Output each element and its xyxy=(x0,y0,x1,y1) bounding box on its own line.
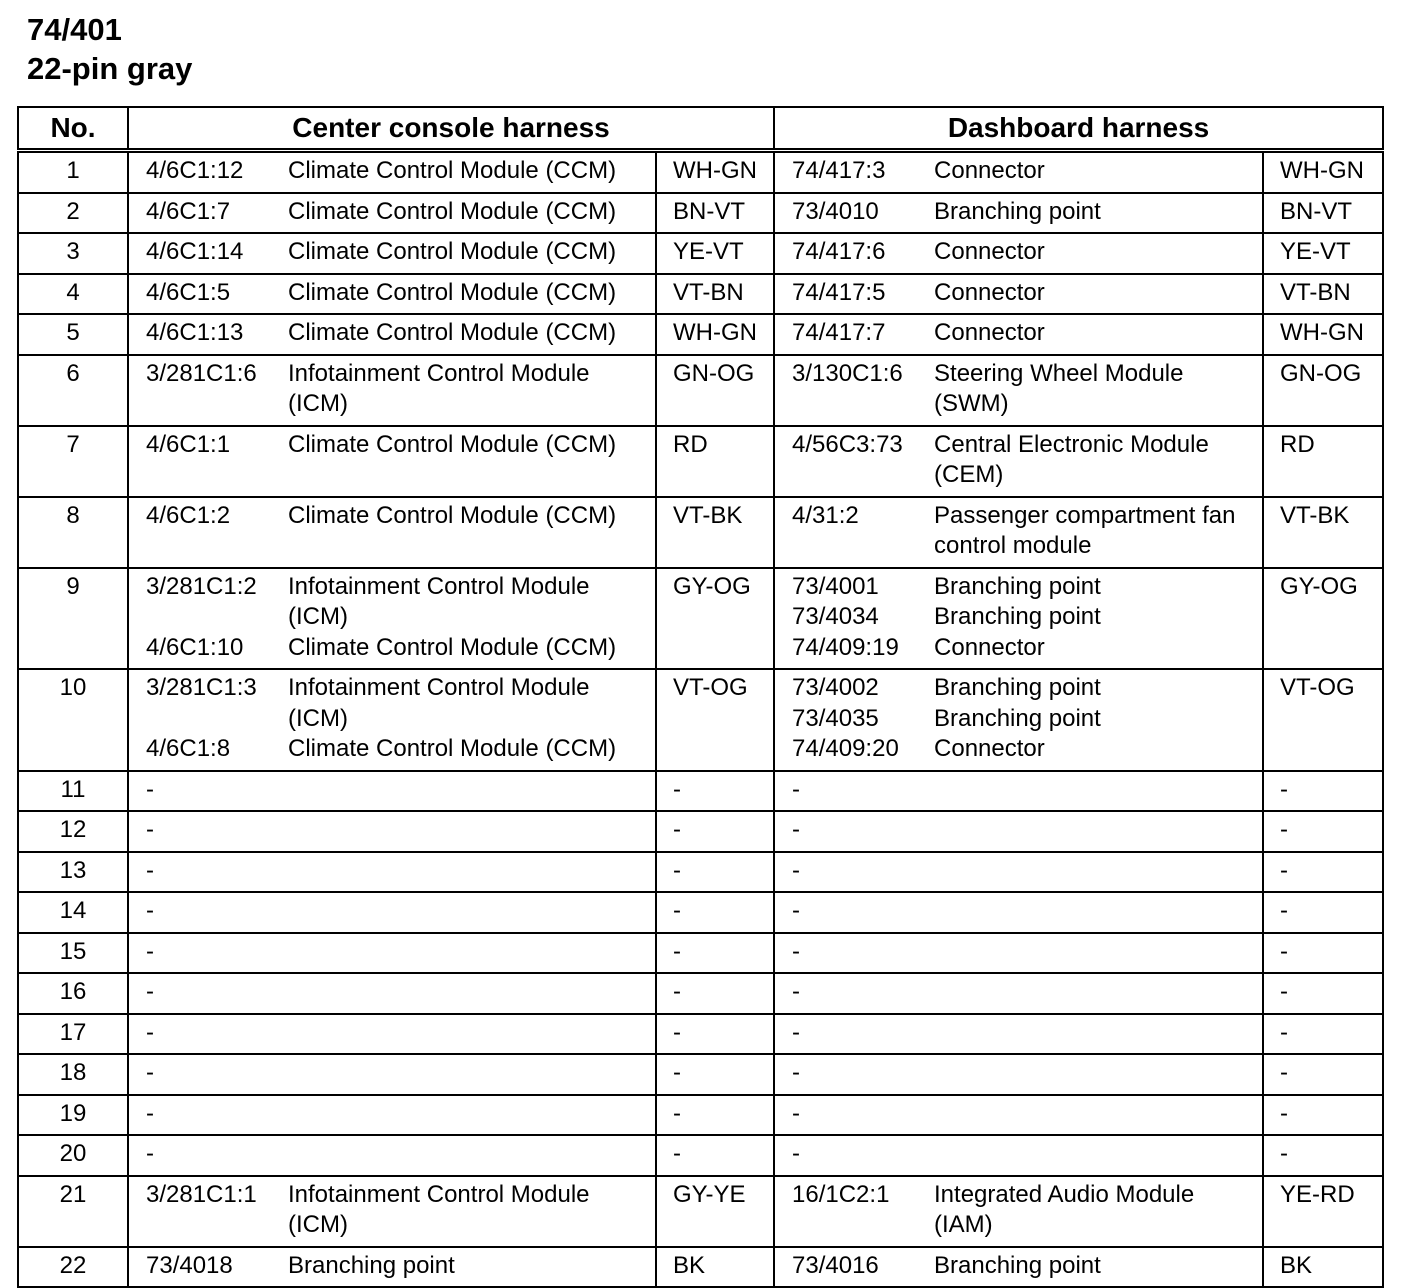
console-connection xyxy=(128,892,656,933)
console-terminal-code: - xyxy=(146,978,154,1005)
table-row xyxy=(18,233,1383,274)
dashboard-terminal-code: 3/130C1:6 xyxy=(792,359,903,387)
console-connection-line xyxy=(129,1139,655,1170)
table-row xyxy=(18,1095,1383,1136)
column-header-dashboard: Dashboard harness xyxy=(774,107,1383,151)
dashboard-connection-line xyxy=(775,673,1262,704)
console-component-name: Climate Control Module (CCM) xyxy=(288,278,617,306)
console-wire-color: VT-OG xyxy=(656,669,774,771)
console-connection-line xyxy=(129,359,655,420)
dashboard-connection-line xyxy=(775,359,1262,420)
console-terminal-code: - xyxy=(146,1059,154,1086)
pin-rows xyxy=(18,151,1383,1288)
console-terminal-code: 3/281C1:1 xyxy=(146,1180,257,1208)
dashboard-component-name xyxy=(934,815,1262,846)
dashboard-wire-color: - xyxy=(1263,1014,1383,1055)
dashboard-connection-line xyxy=(775,278,1262,309)
dashboard-connection xyxy=(774,852,1263,893)
table-row xyxy=(18,151,1383,193)
table-row xyxy=(18,1176,1383,1247)
console-connection-line xyxy=(129,633,655,664)
console-connection xyxy=(128,497,656,568)
dashboard-component-name: Branching point xyxy=(934,572,1101,600)
console-connection-line xyxy=(129,815,655,846)
dashboard-connection xyxy=(774,151,1263,193)
console-connection-line xyxy=(129,856,655,887)
console-connection-line xyxy=(129,673,655,734)
console-connection-line xyxy=(129,1180,655,1241)
console-component-name: Climate Control Module (CCM) xyxy=(288,238,617,265)
pin-number: 15 xyxy=(18,933,128,974)
connector-description: 22-pin gray xyxy=(27,51,193,86)
pin-number: 17 xyxy=(18,1014,128,1055)
dashboard-connection-line xyxy=(775,633,1262,664)
dashboard-wire-color: VT-BK xyxy=(1263,497,1383,568)
console-component-name: Climate Control Module (CCM) xyxy=(288,197,617,225)
console-connection-line xyxy=(129,1058,655,1089)
console-connection xyxy=(128,151,656,193)
dashboard-connection-line xyxy=(775,1180,1262,1241)
pin-number: 2 xyxy=(18,193,128,234)
console-component-name xyxy=(288,775,655,806)
console-component-name xyxy=(288,1058,655,1089)
dashboard-wire-color: - xyxy=(1263,771,1383,812)
console-wire-color: BN-VT xyxy=(656,193,774,234)
dashboard-terminal-code: - xyxy=(792,1099,801,1127)
dashboard-connection-line xyxy=(775,775,1262,806)
console-connection xyxy=(128,426,656,497)
table-row xyxy=(18,1014,1383,1055)
console-connection xyxy=(128,274,656,315)
console-component-name xyxy=(288,1099,655,1130)
dashboard-connection xyxy=(774,933,1263,974)
table-row xyxy=(18,811,1383,852)
dashboard-connection xyxy=(774,233,1263,274)
console-terminal-code: - xyxy=(146,1099,154,1127)
dashboard-wire-color: WH-GN xyxy=(1263,151,1383,193)
console-connection xyxy=(128,973,656,1014)
dashboard-component-name xyxy=(934,1018,1262,1049)
dashboard-wire-color: GY-OG xyxy=(1263,568,1383,670)
dashboard-terminal-code: 74/417:6 xyxy=(792,238,886,265)
dashboard-terminal-code: 74/417:3 xyxy=(792,157,886,184)
console-connection-line xyxy=(129,937,655,968)
console-connection xyxy=(128,568,656,670)
dashboard-connection-line xyxy=(775,197,1262,228)
pin-number: 7 xyxy=(18,426,128,497)
dashboard-connection-line xyxy=(775,896,1262,927)
dashboard-component-name xyxy=(934,1139,1262,1170)
console-terminal-code: 3/281C1:3 xyxy=(146,674,257,701)
dashboard-terminal-code: 73/4010 xyxy=(792,197,879,225)
dashboard-component-name: Steering Wheel Module (SWM) xyxy=(934,359,1184,417)
dashboard-component-name xyxy=(934,1058,1262,1089)
dashboard-connection xyxy=(774,973,1263,1014)
dashboard-connection xyxy=(774,1014,1263,1055)
pin-number: 3 xyxy=(18,233,128,274)
dashboard-component-name xyxy=(934,775,1262,806)
dashboard-connection-line xyxy=(775,1058,1262,1089)
dashboard-component-name xyxy=(934,977,1262,1008)
pin-number: 19 xyxy=(18,1095,128,1136)
console-component-name xyxy=(288,815,655,846)
dashboard-component-name: Branching point xyxy=(934,674,1101,701)
dashboard-wire-color: RD xyxy=(1263,426,1383,497)
console-terminal-code: 4/6C1:7 xyxy=(146,197,231,225)
table-row xyxy=(18,771,1383,812)
dashboard-terminal-code: - xyxy=(792,1018,801,1046)
dashboard-connection xyxy=(774,1135,1263,1176)
dashboard-connection xyxy=(774,669,1263,771)
dashboard-component-name: Connector xyxy=(934,157,1045,184)
console-terminal-code: 4/6C1:5 xyxy=(146,278,231,306)
dashboard-connection-line xyxy=(775,937,1262,968)
dashboard-wire-color: YE-RD xyxy=(1263,1176,1383,1247)
console-wire-color: - xyxy=(656,1135,774,1176)
connector-id: 74/401 xyxy=(27,12,122,47)
console-connection xyxy=(128,355,656,426)
table-row xyxy=(18,1054,1383,1095)
dashboard-connection xyxy=(774,314,1263,355)
pin-number: 12 xyxy=(18,811,128,852)
pin-number: 16 xyxy=(18,973,128,1014)
dashboard-connection xyxy=(774,497,1263,568)
dashboard-connection-line xyxy=(775,156,1262,187)
console-connection xyxy=(128,1095,656,1136)
console-connection xyxy=(128,1014,656,1055)
dashboard-terminal-code: 73/4001 xyxy=(792,572,879,600)
console-terminal-code: - xyxy=(146,897,154,924)
dashboard-terminal-code: 73/4002 xyxy=(792,674,879,701)
console-wire-color: - xyxy=(656,973,774,1014)
console-wire-color: - xyxy=(656,1095,774,1136)
console-terminal-code: 4/6C1:12 xyxy=(146,157,244,184)
console-wire-color: - xyxy=(656,771,774,812)
table-row xyxy=(18,193,1383,234)
table-header-row xyxy=(18,107,1383,151)
console-wire-color: - xyxy=(656,1014,774,1055)
dashboard-terminal-code: 74/417:7 xyxy=(792,319,886,346)
dashboard-wire-color: VT-BN xyxy=(1263,274,1383,315)
connector-title xyxy=(27,10,192,88)
dashboard-connection xyxy=(774,1247,1263,1288)
console-connection-line xyxy=(129,734,655,765)
dashboard-component-name: Central Electronic Module (CEM) xyxy=(934,430,1209,488)
console-connection-line xyxy=(129,1251,655,1282)
dashboard-terminal-code: - xyxy=(792,937,801,965)
dashboard-connection-line xyxy=(775,856,1262,887)
dashboard-connection-line xyxy=(775,572,1262,603)
dashboard-connection-line xyxy=(775,1139,1262,1170)
dashboard-connection xyxy=(774,426,1263,497)
console-terminal-code: 4/6C1:13 xyxy=(146,319,244,346)
dashboard-wire-color: WH-GN xyxy=(1263,314,1383,355)
pin-number: 14 xyxy=(18,892,128,933)
table-row xyxy=(18,426,1383,497)
dashboard-wire-color: BK xyxy=(1263,1247,1383,1288)
console-component-name: Infotainment Control Module (ICM) xyxy=(288,359,590,417)
dashboard-connection-line xyxy=(775,815,1262,846)
pin-number: 21 xyxy=(18,1176,128,1247)
dashboard-component-name: Branching point xyxy=(934,197,1101,225)
pin-number: 22 xyxy=(18,1247,128,1288)
console-terminal-code: - xyxy=(146,856,154,884)
console-connection-line xyxy=(129,1018,655,1049)
dashboard-terminal-code: 74/409:19 xyxy=(792,633,899,661)
console-terminal-code: - xyxy=(146,816,154,843)
dashboard-connection-line xyxy=(775,430,1262,491)
console-connection xyxy=(128,669,656,771)
console-terminal-code: - xyxy=(146,1018,154,1046)
table-row xyxy=(18,1247,1383,1288)
dashboard-connection-line xyxy=(775,1099,1262,1130)
pin-number: 13 xyxy=(18,852,128,893)
dashboard-terminal-code: 16/1C2:1 xyxy=(792,1180,890,1208)
console-terminal-code: - xyxy=(146,937,154,965)
dashboard-terminal-code: - xyxy=(792,1059,801,1086)
console-wire-color: VT-BK xyxy=(656,497,774,568)
console-wire-color: GY-YE xyxy=(656,1176,774,1247)
console-component-name: Infotainment Control Module (ICM) xyxy=(288,572,590,630)
dashboard-connection xyxy=(774,892,1263,933)
dashboard-component-name xyxy=(934,937,1262,968)
console-terminal-code: 4/6C1:14 xyxy=(146,238,244,265)
console-component-name: Branching point xyxy=(288,1251,455,1279)
table-row xyxy=(18,1135,1383,1176)
console-terminal-code: 73/4018 xyxy=(146,1251,233,1279)
dashboard-component-name: Branching point xyxy=(934,603,1101,630)
dashboard-wire-color: YE-VT xyxy=(1263,233,1383,274)
table-row xyxy=(18,497,1383,568)
pin-number: 1 xyxy=(18,151,128,193)
dashboard-component-name: Connector xyxy=(934,278,1045,306)
dashboard-connection-line xyxy=(775,1018,1262,1049)
console-connection-line xyxy=(129,775,655,806)
dashboard-terminal-code: 74/409:20 xyxy=(792,735,899,762)
dashboard-terminal-code: - xyxy=(792,897,801,924)
dashboard-connection xyxy=(774,355,1263,426)
pin-number: 18 xyxy=(18,1054,128,1095)
console-terminal-code: 4/6C1:8 xyxy=(146,735,231,762)
table-row xyxy=(18,669,1383,771)
console-connection xyxy=(128,1135,656,1176)
dashboard-wire-color: - xyxy=(1263,1054,1383,1095)
console-component-name xyxy=(288,896,655,927)
column-header-no: No. xyxy=(18,107,128,151)
dashboard-wire-color: - xyxy=(1263,852,1383,893)
dashboard-terminal-code: 73/4035 xyxy=(792,704,879,732)
console-component-name xyxy=(288,1139,655,1170)
dashboard-component-name xyxy=(934,1099,1262,1130)
console-wire-color: - xyxy=(656,811,774,852)
table-row xyxy=(18,568,1383,670)
console-wire-color: BK xyxy=(656,1247,774,1288)
dashboard-wire-color: GN-OG xyxy=(1263,355,1383,426)
console-connection xyxy=(128,933,656,974)
console-component-name: Climate Control Module (CCM) xyxy=(288,633,617,661)
dashboard-connection-line xyxy=(775,1251,1262,1282)
dashboard-terminal-code: 74/417:5 xyxy=(792,278,886,306)
console-connection xyxy=(128,1176,656,1247)
dashboard-connection xyxy=(774,568,1263,670)
dashboard-connection-line xyxy=(775,602,1262,633)
dashboard-connection xyxy=(774,811,1263,852)
dashboard-component-name xyxy=(934,856,1262,887)
table-row xyxy=(18,355,1383,426)
console-connection xyxy=(128,193,656,234)
dashboard-component-name: Passenger compartment fan control module xyxy=(934,501,1236,559)
dashboard-connection xyxy=(774,274,1263,315)
pin-number: 4 xyxy=(18,274,128,315)
dashboard-connection xyxy=(774,1095,1263,1136)
console-terminal-code: - xyxy=(146,1140,154,1167)
dashboard-connection-line xyxy=(775,704,1262,735)
console-connection xyxy=(128,811,656,852)
console-wire-color: - xyxy=(656,1054,774,1095)
console-connection-line xyxy=(129,318,655,349)
console-component-name: Infotainment Control Module (ICM) xyxy=(288,674,590,732)
console-component-name: Infotainment Control Module (ICM) xyxy=(288,1180,590,1238)
dashboard-terminal-code: - xyxy=(792,775,801,803)
dashboard-terminal-code: 4/56C3:73 xyxy=(792,430,903,458)
dashboard-wire-color: - xyxy=(1263,811,1383,852)
console-component-name: Climate Control Module (CCM) xyxy=(288,157,617,184)
console-wire-color: GY-OG xyxy=(656,568,774,670)
console-wire-color: WH-GN xyxy=(656,314,774,355)
dashboard-wire-color: BN-VT xyxy=(1263,193,1383,234)
dashboard-connection-line xyxy=(775,734,1262,765)
dashboard-terminal-code: - xyxy=(792,1140,801,1167)
console-connection xyxy=(128,1247,656,1288)
console-component-name: Climate Control Module (CCM) xyxy=(288,501,617,529)
dashboard-wire-color: - xyxy=(1263,1135,1383,1176)
table-row xyxy=(18,852,1383,893)
console-terminal-code: 4/6C1:1 xyxy=(146,430,231,458)
pin-number: 5 xyxy=(18,314,128,355)
table-row xyxy=(18,892,1383,933)
dashboard-connection xyxy=(774,1054,1263,1095)
console-wire-color: WH-GN xyxy=(656,151,774,193)
console-connection-line xyxy=(129,977,655,1008)
column-header-console: Center console harness xyxy=(128,107,774,151)
table-row xyxy=(18,314,1383,355)
console-component-name: Climate Control Module (CCM) xyxy=(288,430,617,458)
console-connection-line xyxy=(129,896,655,927)
console-connection-line xyxy=(129,430,655,461)
console-wire-color: GN-OG xyxy=(656,355,774,426)
console-terminal-code: 3/281C1:6 xyxy=(146,359,257,387)
dashboard-wire-color: - xyxy=(1263,933,1383,974)
dashboard-connection xyxy=(774,771,1263,812)
console-connection xyxy=(128,852,656,893)
dashboard-connection xyxy=(774,193,1263,234)
dashboard-terminal-code: 4/31:2 xyxy=(792,501,859,529)
dashboard-component-name: Branching point xyxy=(934,1251,1101,1279)
table-row xyxy=(18,933,1383,974)
pinout-table xyxy=(17,106,1384,1288)
console-component-name xyxy=(288,937,655,968)
console-terminal-code: 3/281C1:2 xyxy=(146,572,257,600)
console-connection-line xyxy=(129,278,655,309)
dashboard-component-name: Connector xyxy=(934,319,1045,346)
dashboard-component-name: Branching point xyxy=(934,704,1101,732)
dashboard-connection-line xyxy=(775,501,1262,562)
console-connection-line xyxy=(129,237,655,268)
console-connection-line xyxy=(129,1099,655,1130)
dashboard-component-name: Connector xyxy=(934,735,1045,762)
console-connection-line xyxy=(129,572,655,633)
pin-number: 11 xyxy=(18,771,128,812)
console-component-name: Climate Control Module (CCM) xyxy=(288,319,617,346)
console-component-name: Climate Control Module (CCM) xyxy=(288,735,617,762)
console-connection-line xyxy=(129,156,655,187)
dashboard-connection-line xyxy=(775,977,1262,1008)
dashboard-connection xyxy=(774,1176,1263,1247)
console-connection xyxy=(128,233,656,274)
console-connection-line xyxy=(129,501,655,532)
console-connection xyxy=(128,314,656,355)
dashboard-connection-line xyxy=(775,318,1262,349)
console-connection-line xyxy=(129,197,655,228)
console-terminal-code: - xyxy=(146,775,154,803)
dashboard-component-name: Connector xyxy=(934,238,1045,265)
dashboard-wire-color: - xyxy=(1263,973,1383,1014)
console-wire-color: - xyxy=(656,892,774,933)
console-component-name xyxy=(288,977,655,1008)
dashboard-connection-line xyxy=(775,237,1262,268)
table-row xyxy=(18,274,1383,315)
console-connection xyxy=(128,771,656,812)
console-wire-color: - xyxy=(656,852,774,893)
dashboard-terminal-code: 73/4034 xyxy=(792,603,879,630)
dashboard-component-name: Connector xyxy=(934,633,1045,661)
dashboard-terminal-code: - xyxy=(792,856,801,884)
pin-number: 20 xyxy=(18,1135,128,1176)
dashboard-wire-color: - xyxy=(1263,892,1383,933)
console-wire-color: VT-BN xyxy=(656,274,774,315)
console-connection xyxy=(128,1054,656,1095)
dashboard-component-name xyxy=(934,896,1262,927)
dashboard-component-name: Integrated Audio Module (IAM) xyxy=(934,1180,1195,1238)
table-row xyxy=(18,973,1383,1014)
pin-number: 9 xyxy=(18,568,128,670)
pin-number: 10 xyxy=(18,669,128,771)
console-wire-color: - xyxy=(656,933,774,974)
pin-number: 8 xyxy=(18,497,128,568)
console-wire-color: RD xyxy=(656,426,774,497)
dashboard-terminal-code: - xyxy=(792,816,801,843)
console-wire-color: YE-VT xyxy=(656,233,774,274)
console-component-name xyxy=(288,856,655,887)
dashboard-wire-color: VT-OG xyxy=(1263,669,1383,771)
dashboard-terminal-code: 73/4016 xyxy=(792,1251,879,1279)
console-terminal-code: 4/6C1:2 xyxy=(146,501,231,529)
console-component-name xyxy=(288,1018,655,1049)
pin-number: 6 xyxy=(18,355,128,426)
console-terminal-code: 4/6C1:10 xyxy=(146,633,244,661)
dashboard-terminal-code: - xyxy=(792,978,801,1005)
dashboard-wire-color: - xyxy=(1263,1095,1383,1136)
